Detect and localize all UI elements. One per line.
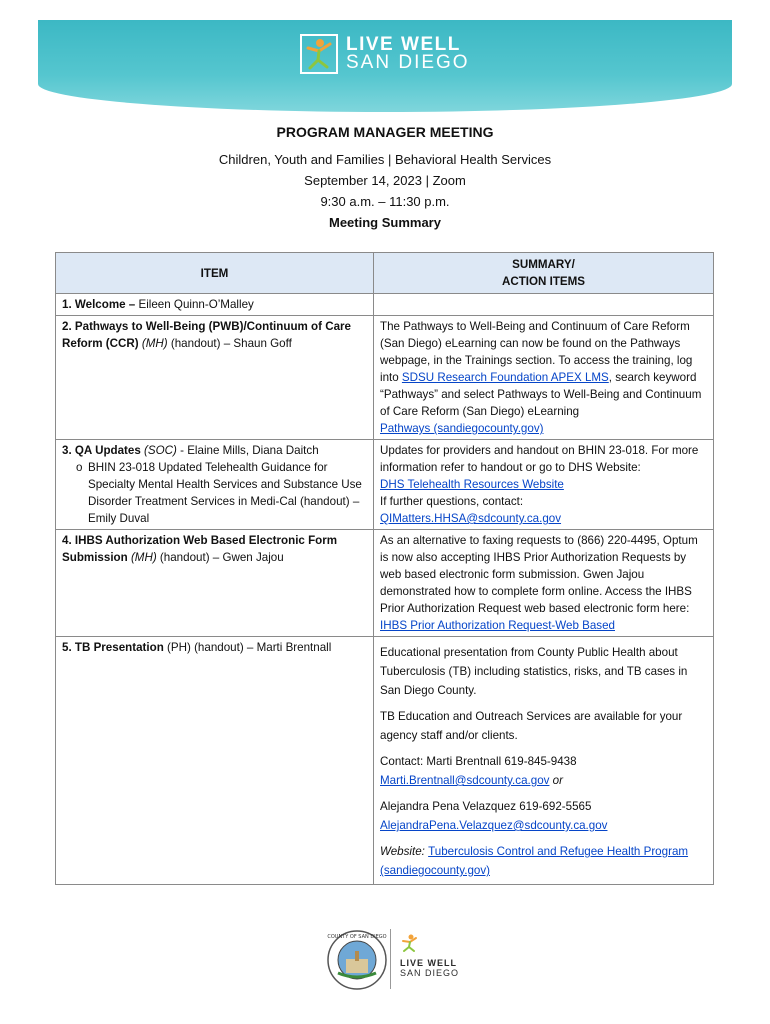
apex-lms-link[interactable]: SDSU Research Foundation APEX LMS [401, 371, 609, 384]
contact-line: Alejandra Pena Velazquez 619-692-5565 [380, 800, 592, 813]
document-header [0, 122, 770, 233]
item-label: 1. Welcome – [62, 298, 136, 311]
summary-cell [374, 530, 714, 637]
footer-live-well-logo [400, 933, 459, 978]
summary-header-line2: ACTION ITEMS [501, 275, 586, 288]
footer-logo-line-2: SAN DIEGO [400, 968, 460, 978]
seal-text: COUNTY OF SAN DIEGO [327, 934, 387, 940]
item-presenter: Eileen Quinn-O’Malley [135, 298, 254, 311]
table-row [56, 316, 714, 440]
live-well-figure-icon [400, 933, 420, 953]
county-seal-icon [326, 929, 388, 991]
item-tag: (MH) [127, 551, 157, 564]
footer [0, 925, 770, 995]
live-well-logo [300, 34, 470, 74]
item-presenter: (handout) – Shaun Goff [167, 337, 292, 350]
contact-line: Contact: Marti Brentnall 619-845-9438 [380, 755, 577, 768]
footer-divider [390, 929, 391, 989]
table-row [56, 530, 714, 637]
item-column-header: ITEM [56, 253, 374, 294]
item-presenter: - Elaine Mills, Diana Daitch [176, 444, 319, 457]
summary-paragraph: TB Education and Outreach Services are available for your agency staff and/or clients. [380, 710, 683, 742]
summary-header-line1: SUMMARY/ [512, 258, 575, 271]
item-cell [56, 316, 374, 440]
website-line [380, 842, 707, 880]
table-row [56, 637, 714, 885]
item-tag: (MH) [138, 337, 168, 350]
logo-line-2: SAN DIEGO [346, 52, 470, 73]
table-header-row [56, 253, 714, 294]
or-text: or [549, 774, 563, 787]
summary-text: As an alternative to faxing requests to (866) 220-4495, Optum is now also accepting IHBS Prior Authorization Requests by web based electronic form submission. Gwen Jajou demonstrated how to complete form online. Access the IHBS Prior Authorization Request web based electronic form here: [380, 534, 698, 615]
meeting-time: 9:30 a.m. – 11:30 p.m. [320, 194, 450, 209]
bullet-marker: o [76, 461, 83, 474]
subtitle: Children, Youth and Families | Behavioral Health Services [218, 152, 552, 167]
item-label: 4. IHBS Authorization Web Based Electronic Form Submission [62, 534, 338, 564]
item-cell [56, 530, 374, 637]
summary-cell [374, 316, 714, 440]
contact-email-line [380, 771, 707, 790]
dhs-telehealth-link[interactable]: DHS Telehealth Resources Website [380, 478, 564, 491]
table-row [56, 294, 714, 316]
footer-logo-line-1: LIVE WELL [400, 958, 457, 968]
item-cell [56, 294, 374, 316]
agenda-table [55, 252, 714, 885]
contact-email-line [380, 816, 707, 835]
meeting-date: September 14, 2023 | Zoom [304, 173, 466, 188]
item-label: 5. TB Presentation [62, 641, 164, 654]
qimatters-email-link[interactable]: QIMatters.HHSA@sdcounty.ca.gov [380, 512, 562, 525]
item-presenter: (PH) (handout) – Marti Brentnall [163, 641, 332, 654]
summary-text: Updates for providers and handout on BHIN 23-018. For more information refer to handout or go to DHS Website: [380, 444, 699, 474]
item-label: 2. Pathways to Well-Being (PWB)/Continuum of Care Reform (CCR) [62, 320, 352, 350]
summary-text: , search keyword “Pathways” and select Pathways to Well-Being and Continuum of Care Reform (San Diego) eLearning [380, 371, 702, 418]
tb-program-link[interactable]: Tuberculosis Control and Refugee Health Program (sandiegocounty.gov) [380, 845, 689, 877]
summary-text: If further questions, contact: [380, 495, 524, 508]
brentnall-email-link[interactable]: Marti.Brentnall@sdcounty.ca.gov [380, 774, 550, 787]
summary-cell [374, 440, 714, 530]
velazquez-email-link[interactable]: AlejandraPena.Velazquez@sdcounty.ca.gov [380, 819, 608, 832]
summary-column-header [374, 253, 714, 294]
summary-text: The Pathways to Well-Being and Continuum of Care Reform (San Diego) eLearning can now be found on the Pathways webpage, in the Trainings section. To access the training, log into [380, 320, 693, 384]
item-presenter: (handout) – Gwen Jajou [156, 551, 284, 564]
sub-item-text: BHIN 23-018 Updated Telehealth Guidance for Specialty Mental Health Services and Substance Use Disorder Treatment Services in Medi-Cal (handout) – Emily Duval [88, 461, 362, 525]
sub-item [62, 459, 367, 527]
item-cell [56, 440, 374, 530]
logo-line-1: LIVE WELL [346, 34, 461, 55]
item-cell [56, 637, 374, 885]
summary-paragraph: Educational presentation from County Public Health about Tuberculosis (TB) including statistics, risks, and TB cases in San Diego County. [380, 646, 688, 697]
live-well-figure-icon [300, 34, 338, 74]
summary-cell [374, 294, 714, 316]
item-tag: (SOC) [140, 444, 177, 457]
item-label: 3. QA Updates [62, 444, 141, 457]
website-label: Website: [380, 845, 429, 858]
ihbs-form-link[interactable]: IHBS Prior Authorization Request-Web Based [380, 619, 615, 632]
pathways-link[interactable]: Pathways (sandiegocounty.gov) [380, 422, 544, 435]
page-title: PROGRAM MANAGER MEETING [276, 124, 494, 140]
summary-cell [374, 637, 714, 885]
summary-heading: Meeting Summary [329, 215, 441, 230]
table-row [56, 440, 714, 530]
